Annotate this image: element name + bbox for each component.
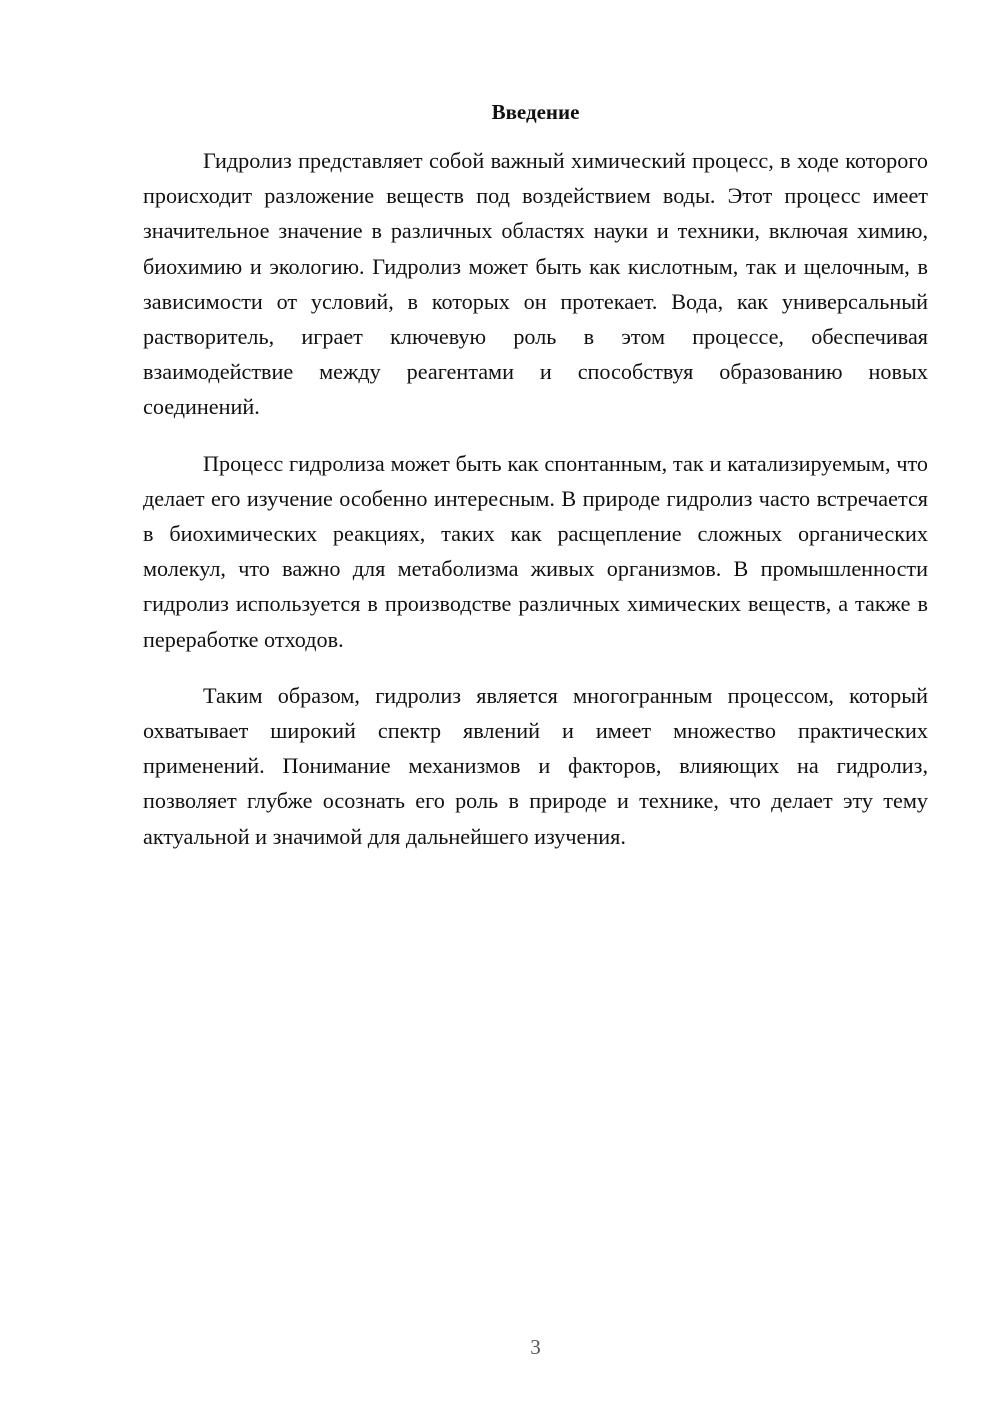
section-body — [143, 143, 928, 875]
paragraph-1: Гидролиз представляет собой важный химический процесс, в ходе которого происходит разложение веществ под воздействием воды. Этот процесс имеет значительное значение в различных областях науки и техники, включая химию, биохимию и экологию. Гидролиз может быть как кислотным, так и щелочным, в зависимости от условий, в которых он протекает. Вода, как универсальный растворитель, играет ключевую роль в этом процессе, обеспечивая взаимодействие между реагентами и способствуя образованию новых соединений. — [143, 148, 928, 420]
paragraph-2: Процесс гидролиза может быть как спонтанным, так и катализируемым, что делает его изучение особенно интересным. В природе гидролиз часто встречается в биохимических реакциях, таких как расщепление сложных органических молекул, что важно для метаболизма живых организмов. В промышленности гидролиз используется в производстве различных химических веществ, а также в переработке отходов. — [143, 450, 928, 652]
page-number: 3 — [530, 1335, 541, 1359]
paragraph-3: Таким образом, гидролиз является многогранным процессом, который охватывает широкий спектр явлений и имеет множество практических применений. Понимание механизмов и факторов, влияющих на гидролиз, позволяет глубже осознать его роль в природе и технике, что делает эту тему актуальной и значимой для дальнейшего изучения. — [143, 682, 928, 849]
section-title: Введение — [491, 100, 580, 124]
